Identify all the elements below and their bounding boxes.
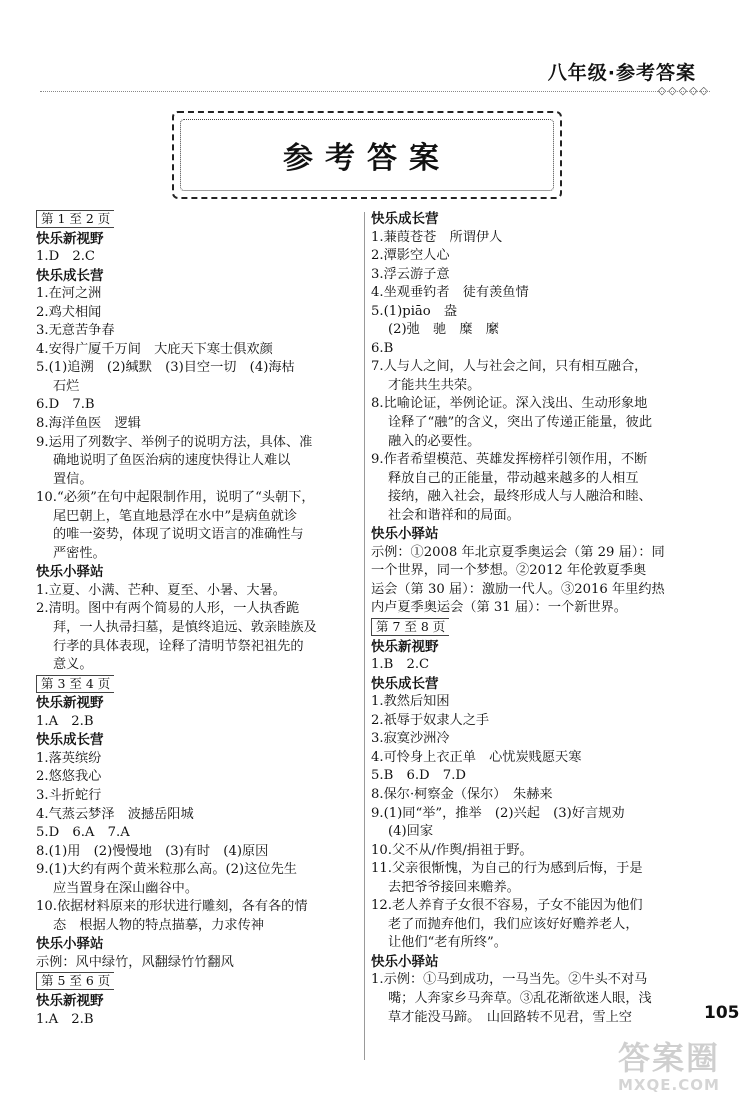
title-banner [172,111,562,199]
answer-line: 11.父亲很惭愧，为自己的行为感到后悔，于是 [371,861,643,877]
section-heading: 快乐新视野 [371,638,439,655]
answer-line: 10.父不从/作舆/捐祖于野。 [371,842,533,858]
answer-line: 2.鸡犬相闻 [36,304,102,320]
answer-line: 拜，一人执帚扫墓，是慎终追远、敦亲睦族及 [53,620,317,636]
answer-line: 4.安得广厦千万间 大庇天下寒士俱欢颜 [36,341,273,357]
answer-line: 嘴；人奔家乡马奔草。③乱花渐欲迷人眼，浅 [388,990,652,1006]
answer-line: 释放自己的正能量，带动越来越多的人相互 [388,470,639,486]
answer-line: 内卢夏季奥运会（第 31 届）：一个新世界。 [371,600,627,616]
column-divider [364,212,365,1060]
answer-line: 去把爷爷接回来赡养。 [388,879,520,895]
answer-line: 9.作者希望模范、英雄发挥榜样引领作用，不断 [371,452,648,468]
section-heading: 快乐小驿站 [36,936,104,953]
answer-line: 2.清明。图中有两个简易的人形，一人执香跪 [36,601,300,617]
answer-line: 尾巴朝上，笔直地悬浮在水中”是病鱼就诊 [53,508,298,524]
answer-line: 1.D 2.C [36,249,96,265]
answer-line: 2.潭影空人心 [371,248,450,264]
answer-line: 3.斗折蛇行 [36,787,102,803]
answer-line: 融入的必要性。 [388,433,481,449]
answer-line: 5.(1)piāo 盎 [371,303,458,319]
answer-line: 8.海洋鱼医 逻辑 [36,416,141,432]
page-range-box: 第 1 至 2 页 [36,210,114,228]
page-range-box: 第 5 至 6 页 [36,972,114,990]
answer-line: 意义。 [53,657,93,673]
page-range-box: 第 3 至 4 页 [36,675,114,693]
answer-line: 示例：风中绿竹，风翻绿竹竹翻风 [36,954,234,970]
answer-line: 1.蒹葭苍苍 所谓伊人 [371,229,503,245]
section-heading: 快乐小驿站 [371,953,439,970]
section-heading: 快乐成长营 [36,732,104,749]
answer-line: 8.保尔·柯察金（保尔） 朱赫来 [371,786,553,802]
answer-line: 10.依据材料原来的形状进行雕刻，各有各的情 [36,899,308,915]
section-heading: 快乐成长营 [36,267,104,284]
answer-line: 社会和谐祥和的局面。 [388,507,520,523]
section-heading: 快乐新视野 [36,695,104,712]
watermark-top-text: 答案圈 [618,1039,721,1077]
answer-line: 接纳，融入社会，最终形成人与人融洽和睦、 [388,489,652,505]
section-heading: 快乐新视野 [36,992,104,1009]
answer-line: 1.落英缤纷 [36,750,102,766]
answer-line: 8.比喻论证，举例论证。深入浅出、生动形象地 [371,396,648,412]
answer-line: 态 根据人物的特点描摹，力求传神 [53,917,264,933]
answer-line: 3.无意苦争春 [36,323,115,339]
answer-line: (4)回家 [388,824,434,840]
answer-line: 4.坐观垂钓者 徒有羡鱼情 [371,285,529,301]
page-range-label [36,972,360,992]
answer-line: 9.(1)大约有两个黄米粒那么高。(2)这位先生 [36,862,297,878]
answer-line: 老了而抛弃他们，我们应该好好赡养老人， [388,916,639,932]
right-answer-column [371,210,701,1027]
answer-line: 1.教然后知困 [371,694,450,710]
answer-line: 5.B 6.D 7.D [371,768,466,784]
answer-line: 诠释了“融”的含义，突出了传递正能量，彼此 [388,415,653,431]
section-heading: 快乐成长营 [371,211,439,227]
answer-line: 6.B [371,340,394,356]
answer-line: 1.A 2.B [36,1011,94,1027]
answer-line: 置信。 [53,471,93,487]
answer-line: 4.可怜身上衣正单 心忧炭贱愿天寒 [371,749,582,765]
running-header-title: 八年级·参考答案 [547,62,696,84]
answer-line: 严密性。 [53,545,106,561]
answer-line: 6.D 7.B [36,397,95,413]
answer-line: 3.浮云游子意 [371,266,450,282]
answer-line: (2)弛 驰 糜 縻 [388,322,499,338]
answer-line: 草才能没马蹄。 山回路转不见君，雪上空 [388,1009,632,1025]
answer-line: 5.D 6.A 7.A [36,825,130,841]
answer-line: 的唯一姿势，体现了说明文语言的准确性与 [53,527,304,543]
answer-line: 确地说明了鱼医治病的速度快得让人难以 [53,453,291,469]
answer-line: 应当置身在深山幽谷中。 [53,880,199,896]
answer-line: 1.在河之洲 [36,286,102,302]
section-heading: 快乐成长营 [371,675,439,692]
answer-line: 12.老人养育子女很不容易，子女不能因为他们 [371,898,643,914]
answer-line: 一个世界，同一个梦想。②2012 年伦敦夏季奥 [371,563,647,579]
left-answer-column [36,210,360,1029]
answer-line: 1.B 2.C [371,657,430,673]
answer-line: 8.(1)用 (2)慢慢地 (3)有时 (4)原因 [36,843,269,859]
banner-title: 参考答案 [283,141,451,176]
answer-line: 2.祇辱于奴隶人之手 [371,712,490,728]
answer-line: 示例：①2008 年北京夏季奥运会（第 29 届）：同 [371,544,665,560]
answer-line: 5.(1)追溯 (2)缄默 (3)目空一切 (4)海枯 [36,360,295,376]
header-dots-ornament: ◇◇◇◇◇ [657,84,710,97]
page-range-label [36,210,360,230]
answer-line: 石烂 [53,378,80,394]
watermark-logo [618,1040,738,1092]
page-range-box: 第 7 至 8 页 [371,618,449,636]
header-rule [40,91,710,92]
section-heading: 快乐小驿站 [36,564,104,581]
answer-line: 4.气蒸云梦泽 波撼岳阳城 [36,806,194,822]
answer-line: 7.人与人之间，人与社会之间，只有相互融合， [371,359,648,375]
answer-line: 行孝的具体表现，诠释了清明节祭祀祖先的 [53,638,304,654]
watermark-bottom-text: MXQE.COM [618,1076,720,1094]
section-heading: 快乐新视野 [36,230,104,247]
answer-line: 1.立夏、小满、芒种、夏至、小暑、大暑。 [36,582,286,598]
answer-line: 让他们“老有所终”。 [388,935,507,951]
answer-line: 10.“必须”在句中起限制作用，说明了“头朝下， [36,490,315,506]
answer-line: 才能共生共荣。 [388,377,481,393]
page-range-label [36,675,360,695]
answer-line: 3.寂寞沙洲冷 [371,731,450,747]
answer-line: 1.A 2.B [36,713,94,729]
section-heading: 快乐小驿站 [371,526,439,543]
answer-line: 9.(1)同“举”，推举 (2)兴起 (3)好言规劝 [371,805,625,821]
answer-line: 2.悠悠我心 [36,769,102,785]
page-number: 105 [704,1003,740,1023]
page-range-label [371,618,701,638]
answer-line: 1.示例：①马到成功，一马当先。②牛头不对马 [371,972,648,988]
answer-line: 运会（第 30 届）：激励一代人。③2016 年里约热 [371,581,665,597]
answer-line: 9.运用了列数字、举例子的说明方法，具体、准 [36,434,313,450]
